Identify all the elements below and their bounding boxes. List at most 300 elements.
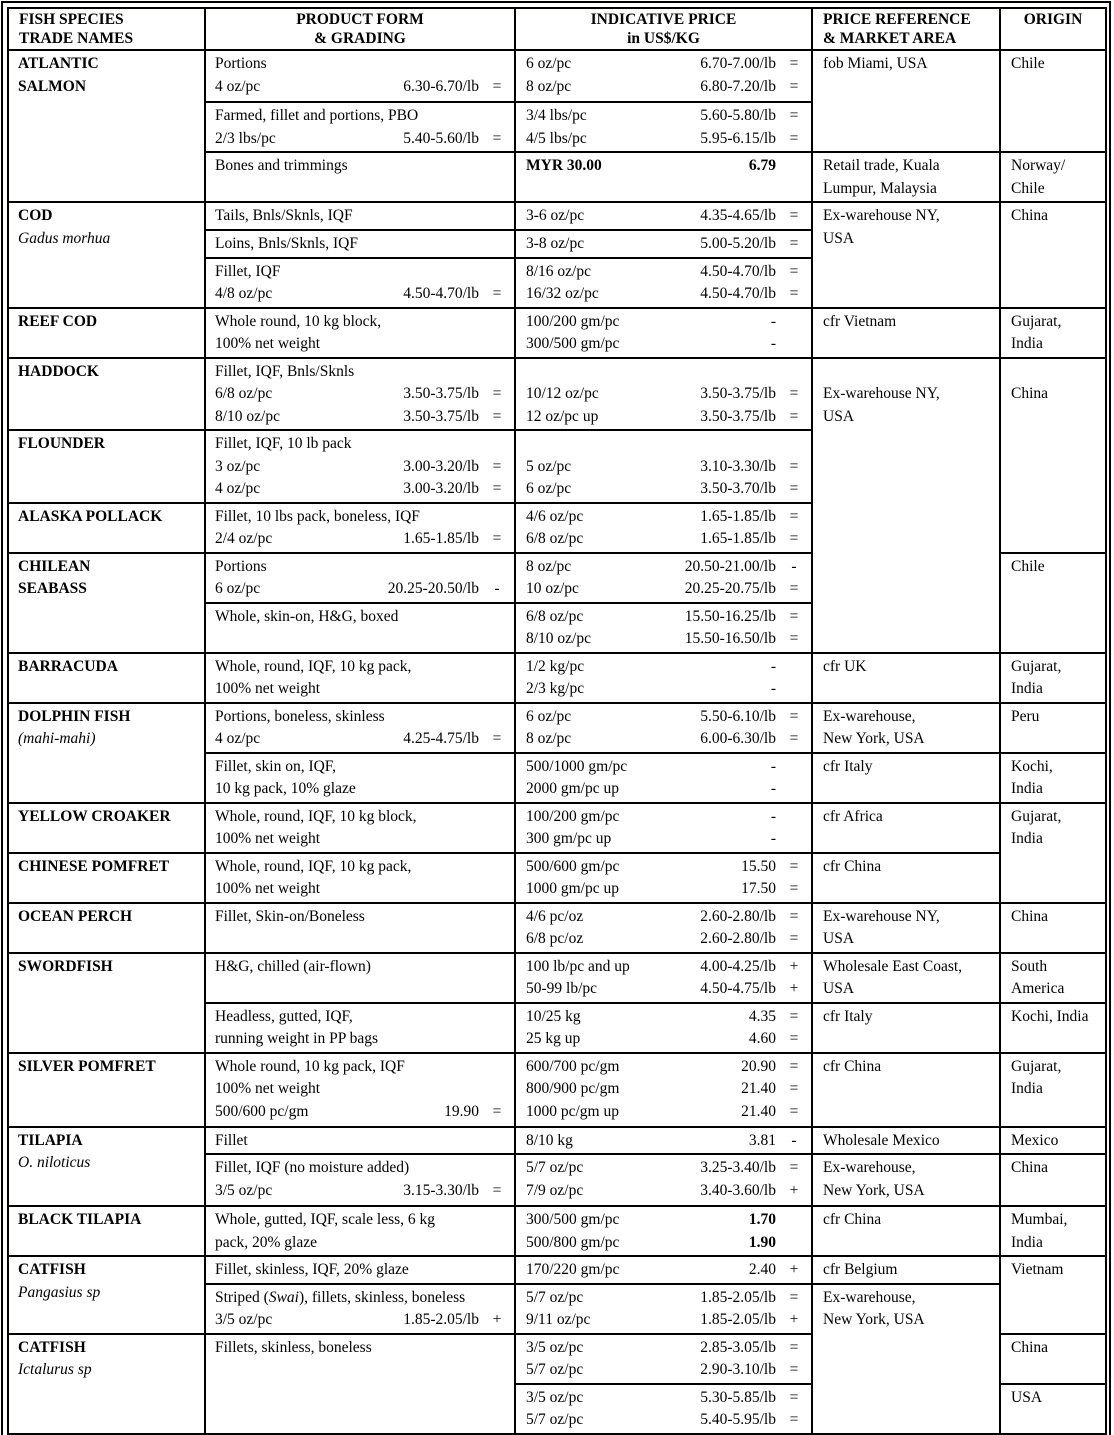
- cell-line: [526, 1359, 807, 1382]
- cell-line: Tails, Bnls/Sknls, IQF: [215, 207, 353, 224]
- cell-line: [215, 1287, 510, 1310]
- cell-line: Whole, gutted, IQF, scale less, 6 kg: [215, 1211, 436, 1228]
- cell-reef-cod-origin: [1000, 308, 1106, 358]
- cell-ocean-perch-product: [205, 903, 515, 953]
- trend-indicator: [781, 828, 807, 851]
- trend-indicator: =: [789, 480, 799, 497]
- cell-line: America: [1011, 980, 1065, 997]
- cell-swordfish-1-price: [515, 953, 812, 1003]
- page-frame: [1, 1, 1111, 1435]
- price-value: 5.00-5.20/lb: [700, 234, 776, 252]
- cell-line: Bones and trimmings: [215, 157, 348, 174]
- trend-indicator: =: [789, 1159, 799, 1176]
- size-label: 4/6 oz/pc: [526, 507, 584, 525]
- cell-line: [215, 528, 510, 551]
- cell-line: New York, USA: [823, 1181, 925, 1199]
- cell-swordfish-1-species: [8, 953, 205, 1053]
- cell-line: Mumbai,: [1011, 1211, 1068, 1228]
- size-label: 100 lb/pc and up: [526, 957, 630, 975]
- trend-indicator: =: [789, 1057, 799, 1075]
- trend-indicator: =: [789, 1080, 799, 1097]
- cell-line: Norway/: [1011, 157, 1066, 174]
- cell-line: CHINESE POMFRET: [18, 857, 170, 875]
- cell-line: [215, 283, 510, 306]
- cell-cod-1-origin: [1000, 202, 1106, 308]
- cell-line: cfr Italy: [823, 1007, 873, 1025]
- cell-line: FLOUNDER: [18, 435, 105, 452]
- cell-dolphin-fish-2-price: [515, 753, 812, 803]
- cell-cod-1-species: [8, 202, 205, 308]
- price-value: 3.00-3.20/lb: [403, 457, 479, 475]
- cell-tilapia-1-product: [205, 1127, 515, 1155]
- size-label: 3/5 oz/pc: [215, 1181, 273, 1199]
- cell-chinese-pomfret-ref: [812, 853, 1000, 903]
- cell-line: BARRACUDA: [18, 657, 118, 675]
- trend-indicator: [781, 311, 807, 334]
- trend-indicator: =: [789, 880, 799, 897]
- cell-line: 10 kg pack, 10% glaze: [215, 780, 356, 797]
- size-label: 3/4 lbs/pc: [526, 107, 587, 124]
- cell-flounder-product: [205, 430, 515, 503]
- cell-swordfish-2-origin: [1000, 1003, 1106, 1053]
- cell-line: [215, 383, 510, 406]
- cell-tilapia-1-origin: [1000, 1127, 1106, 1155]
- price-value: 15.50-16.50/lb: [684, 630, 776, 647]
- table-row-reef-cod: [8, 308, 1106, 358]
- cell-atlantic-salmon-3-ref: [812, 152, 1000, 202]
- cell-line: [526, 828, 807, 851]
- price-value: -: [770, 312, 776, 330]
- cell-line: Wholesale Mexico: [823, 1131, 940, 1149]
- cell-line: cfr China: [823, 857, 882, 875]
- cell-catfish-pangasius-2-product: [205, 1284, 515, 1334]
- cell-ocean-perch-origin: [1000, 903, 1106, 953]
- cell-dolphin-fish-1-product: [205, 703, 515, 753]
- cell-line: [215, 128, 510, 151]
- header-species: [8, 8, 205, 50]
- cell-line: New York, USA: [823, 1311, 925, 1328]
- cell-line: HADDOCK: [18, 362, 99, 380]
- cell-line: (mahi-mahi): [18, 730, 96, 747]
- cell-yellow-croaker-ref: [812, 803, 1000, 853]
- cell-catfish-ictalurus-1-product: [205, 1334, 515, 1434]
- cell-line: Retail trade, Kuala: [823, 157, 940, 174]
- header-price: [515, 8, 812, 50]
- trend-indicator: [781, 1209, 807, 1232]
- cell-line: cfr Africa: [823, 807, 883, 825]
- table-row-ocean-perch: [8, 903, 1106, 953]
- price-value: 1.90: [748, 1233, 776, 1251]
- cell-line: [526, 906, 807, 929]
- cell-line: Fillet, IQF, 10 lb pack: [215, 435, 352, 452]
- cell-catfish-pangasius-1-species: [8, 1256, 205, 1334]
- size-label: 8 oz/pc: [526, 77, 572, 95]
- size-label: 3-6 oz/pc: [526, 207, 585, 224]
- trend-indicator: [781, 155, 807, 178]
- size-label: 10/12 oz/pc: [526, 385, 599, 402]
- size-label: 8 oz/pc: [526, 730, 572, 747]
- cell-silver-pomfret-price: [515, 1053, 812, 1127]
- price-value: 4.25-4.75/lb: [403, 730, 479, 747]
- cell-line: [215, 1180, 510, 1203]
- header-line: PRODUCT FORM: [296, 11, 424, 28]
- cell-cod-2-price: [515, 230, 812, 258]
- size-label: 6 oz/pc: [526, 55, 572, 72]
- header-line: PRICE REFERENCE: [823, 11, 971, 28]
- cell-silver-pomfret-ref: [812, 1053, 1000, 1127]
- price-value: 3.10-3.30/lb: [700, 457, 776, 475]
- cell-line: OCEAN PERCH: [18, 907, 133, 925]
- trend-indicator: -: [791, 1131, 797, 1149]
- cell-line: Ex-warehouse NY,: [823, 207, 940, 224]
- cell-line: [526, 233, 807, 256]
- cell-line: Ex-warehouse NY,: [823, 385, 940, 402]
- cell-atlantic-salmon-1-product: [205, 50, 515, 102]
- text-segment: ), fillets, skinless, boneless: [298, 1288, 466, 1306]
- trend-indicator: [781, 806, 807, 829]
- cell-line: [215, 578, 510, 601]
- price-value: 3.50-3.75/lb: [700, 407, 776, 425]
- size-label: 3 oz/pc: [215, 457, 261, 475]
- cell-yellow-croaker-price: [515, 803, 812, 853]
- price-value: 20.90: [741, 1057, 776, 1075]
- size-label: 2/4 oz/pc: [215, 530, 273, 547]
- cell-line: [215, 728, 510, 751]
- cell-line: Fillet, skin on, IQF,: [215, 757, 337, 775]
- price-value: 3.50-3.70/lb: [700, 480, 776, 497]
- price-value: 5.60-5.80/lb: [700, 107, 776, 124]
- cell-line: New York, USA: [823, 730, 925, 747]
- size-label: 4 oz/pc: [215, 77, 261, 95]
- size-label: 7/9 oz/pc: [526, 1181, 584, 1199]
- cell-yellow-croaker-species: [8, 803, 205, 853]
- price-value: 6.30-6.70/lb: [403, 77, 479, 95]
- cell-line: 100% net weight: [215, 680, 321, 697]
- cell-atlantic-salmon-1-origin: [1000, 50, 1106, 152]
- cell-line: Fillet: [215, 1131, 248, 1149]
- cell-line: Gujarat,: [1011, 807, 1062, 825]
- trend-indicator: =: [789, 129, 799, 147]
- price-value: 4.50-4.75/lb: [700, 980, 776, 997]
- cell-line: China: [1011, 1338, 1049, 1356]
- size-label: 500/600 pc/gm: [215, 1102, 309, 1120]
- cell-line: [215, 478, 510, 501]
- cell-line: SEABASS: [18, 580, 87, 597]
- trend-indicator: =: [492, 1181, 502, 1199]
- cell-line: [526, 506, 807, 529]
- price-value: 2.60-2.80/lb: [700, 930, 776, 947]
- cell-line: ALASKA POLLACK: [18, 507, 163, 525]
- size-label: 6/8 pc/oz: [526, 930, 584, 947]
- trend-indicator: =: [789, 930, 799, 947]
- cell-cod-1-product: [205, 202, 515, 230]
- table-row-catfish-pangasius-1: [8, 1256, 1106, 1284]
- price-value: 5.95-6.15/lb: [700, 129, 776, 147]
- cell-line: pack, 20% glaze: [215, 1233, 317, 1251]
- cell-dolphin-fish-1-species: [8, 703, 205, 803]
- cell-line: SILVER POMFRET: [18, 1057, 156, 1075]
- table-row-cod-1: [8, 202, 1106, 230]
- size-label: 6/8 oz/pc: [526, 530, 584, 547]
- price-value: 1.70: [748, 1211, 776, 1228]
- trend-indicator: =: [789, 857, 799, 875]
- cell-line: [526, 128, 807, 151]
- cell-ocean-perch-price: [515, 903, 812, 953]
- size-label: 12 oz/pc up: [526, 407, 599, 425]
- cell-line: China: [1011, 907, 1049, 925]
- trend-indicator: [781, 656, 807, 679]
- trend-indicator: =: [789, 1411, 799, 1428]
- price-value: 4.50-4.70/lb: [403, 285, 479, 302]
- size-label: 25 kg up: [526, 1030, 581, 1047]
- size-label: 1000 pc/gm up: [526, 1102, 619, 1120]
- header-origin: [1000, 8, 1106, 50]
- trend-indicator: [781, 333, 807, 356]
- cell-line: 100% net weight: [215, 335, 321, 352]
- cell-haddock-species: [8, 358, 205, 431]
- cell-atlantic-salmon-3-origin: [1000, 152, 1106, 202]
- price-value: 19.90: [444, 1102, 479, 1120]
- cell-line: Fillet, Skin-on/Boneless: [215, 907, 365, 925]
- cell-ocean-perch-species: [8, 903, 205, 953]
- header-row: [8, 8, 1106, 50]
- price-value: 1.85-2.05/lb: [403, 1311, 479, 1328]
- cell-line: [526, 1232, 807, 1255]
- trend-indicator: =: [789, 1030, 799, 1047]
- trend-indicator: =: [789, 630, 799, 647]
- cell-line: Gujarat,: [1011, 1057, 1062, 1075]
- cell-black-tilapia-origin: [1000, 1206, 1106, 1256]
- cell-line: Whole round, 10 kg block,: [215, 312, 382, 330]
- size-label: 9/11 oz/pc: [526, 1311, 591, 1328]
- size-label: 6/8 oz/pc: [215, 385, 273, 402]
- trend-indicator: [781, 678, 807, 701]
- cell-line: DOLPHIN FISH: [18, 707, 131, 725]
- price-value: 3.81: [748, 1131, 776, 1149]
- table-row-chinese-pomfret: [8, 853, 1106, 903]
- cell-line: cfr UK: [823, 657, 867, 675]
- cell-line: [526, 856, 807, 879]
- cell-line: cfr Italy: [823, 757, 873, 775]
- cell-line: [526, 1130, 807, 1153]
- cell-line: cfr Belgium: [823, 1261, 898, 1278]
- cell-line: Ex-warehouse NY,: [823, 907, 940, 925]
- cell-black-tilapia-product: [205, 1206, 515, 1256]
- price-value: 6.70-7.00/lb: [700, 55, 776, 72]
- price-value: 4.50-4.70/lb: [700, 285, 776, 302]
- cell-line: [526, 778, 807, 801]
- cell-line: [823, 361, 995, 384]
- cell-line: BLACK TILAPIA: [18, 1211, 142, 1228]
- price-value: 4.50-4.70/lb: [700, 262, 776, 280]
- size-label: 5/7 oz/pc: [526, 1361, 584, 1378]
- cell-silver-pomfret-species: [8, 1053, 205, 1127]
- cell-line: USA: [823, 930, 855, 947]
- cell-line: Fillet, skinless, IQF, 20% glaze: [215, 1261, 409, 1278]
- cell-line: ATLANTIC: [18, 55, 99, 72]
- cell-barracuda-origin: [1000, 653, 1106, 703]
- size-label: 8/10 oz/pc: [215, 407, 280, 425]
- price-value: 2.90-3.10/lb: [700, 1361, 776, 1378]
- cell-line: CATFISH: [18, 1338, 86, 1356]
- cell-swordfish-1-origin: [1000, 953, 1106, 1003]
- trend-indicator: =: [789, 1361, 799, 1378]
- cell-line: [526, 333, 807, 356]
- cell-haddock-origin: [1000, 358, 1106, 553]
- table-row-tilapia-1: [8, 1127, 1106, 1155]
- cell-line: USA: [823, 407, 855, 425]
- trend-indicator: =: [789, 1338, 799, 1356]
- cell-tilapia-1-price: [515, 1127, 812, 1155]
- cell-reef-cod-ref: [812, 308, 1000, 358]
- cell-catfish-pangasius-1-ref: [812, 1256, 1000, 1284]
- cell-line: Wholesale East Coast,: [823, 957, 963, 975]
- cell-line: India: [1011, 680, 1043, 697]
- cell-catfish-pangasius-1-product: [205, 1256, 515, 1284]
- cell-cod-2-product: [205, 230, 515, 258]
- price-value: 1.85-2.05/lb: [700, 1288, 776, 1306]
- cell-line: USA: [823, 229, 855, 247]
- cell-atlantic-salmon-1-species: [8, 50, 205, 202]
- cell-tilapia-2-ref: [812, 1154, 1000, 1206]
- cell-catfish-ictalurus-1-price: [515, 1334, 812, 1384]
- table-row-black-tilapia: [8, 1206, 1106, 1256]
- trend-indicator: =: [789, 262, 799, 280]
- price-value: -: [770, 657, 776, 675]
- cell-line: [526, 1337, 807, 1360]
- cell-catfish-ictalurus-2-price: [515, 1384, 812, 1434]
- size-label: 16/32 oz/pc: [526, 285, 599, 302]
- price-value: -: [770, 780, 776, 797]
- price-value: 4.60: [748, 1030, 776, 1047]
- cell-line: [526, 806, 807, 829]
- trend-indicator: =: [789, 385, 799, 402]
- cell-tilapia-2-origin: [1000, 1154, 1106, 1206]
- price-value: -: [770, 830, 776, 847]
- size-label: 5/7 oz/pc: [526, 1159, 584, 1176]
- cell-catfish-pangasius-1-origin: [1000, 1256, 1106, 1334]
- cell-line: Chile: [1011, 557, 1045, 575]
- cell-line: [526, 383, 807, 406]
- cell-barracuda-price: [515, 653, 812, 703]
- cell-line: Ictalurus sp: [18, 1361, 92, 1378]
- cell-chilean-seabass-1-species: [8, 553, 205, 653]
- cell-alaska-pollack-species: [8, 503, 205, 553]
- cell-line: [526, 628, 807, 651]
- cell-line: India: [1011, 780, 1043, 797]
- price-value: 1.65-1.85/lb: [700, 507, 776, 525]
- price-value: 4.35-4.65/lb: [700, 207, 776, 224]
- trend-indicator: =: [492, 1102, 502, 1120]
- cell-line: [526, 205, 807, 228]
- price-value: 6.00-6.30/lb: [700, 730, 776, 747]
- size-label: 8/16 oz/pc: [526, 262, 591, 280]
- cell-black-tilapia-price: [515, 1206, 812, 1256]
- cell-catfish-pangasius-2-price: [515, 1284, 812, 1334]
- size-label: MYR 30.00: [526, 157, 602, 174]
- cell-line: India: [1011, 830, 1043, 847]
- cell-line: [526, 878, 807, 901]
- trend-indicator: =: [789, 457, 799, 475]
- cell-line: [526, 406, 807, 429]
- price-value: 17.50: [741, 880, 776, 897]
- cell-line: CHILEAN: [18, 557, 91, 575]
- price-value: 3.40-3.60/lb: [700, 1181, 776, 1199]
- cell-black-tilapia-species: [8, 1206, 205, 1256]
- price-value: 1.65-1.85/lb: [700, 530, 776, 547]
- trend-indicator: =: [789, 234, 799, 252]
- trend-indicator: =: [789, 1007, 799, 1025]
- cell-line: Whole, round, IQF, 10 kg pack,: [215, 657, 412, 675]
- trend-indicator: =: [789, 285, 799, 302]
- cell-dolphin-fish-2-ref: [812, 753, 1000, 803]
- cell-line: Portions, boneless, skinless: [215, 707, 385, 725]
- cell-silver-pomfret-product: [205, 1053, 515, 1127]
- price-value: 5.40-5.95/lb: [700, 1411, 776, 1428]
- trend-indicator: =: [789, 1388, 799, 1406]
- cell-line: [526, 105, 807, 128]
- cell-dolphin-fish-2-product: [205, 753, 515, 803]
- cell-line: [526, 478, 807, 501]
- cell-tilapia-1-species: [8, 1127, 205, 1207]
- size-label: 10/25 kg: [526, 1007, 581, 1025]
- cell-yellow-croaker-product: [205, 803, 515, 853]
- size-label: 8/10 oz/pc: [526, 630, 591, 647]
- cell-line: [526, 606, 807, 629]
- cell-line: O. niloticus: [18, 1154, 91, 1171]
- header-line: TRADE NAMES: [19, 30, 134, 47]
- cell-swordfish-2-product: [205, 1003, 515, 1053]
- cell-line: [526, 53, 807, 76]
- cell-alaska-pollack-product: [205, 503, 515, 553]
- trend-indicator: -: [791, 557, 797, 575]
- fish-price-table: [7, 7, 1107, 1435]
- trend-indicator: =: [492, 530, 502, 547]
- cell-line: India: [1011, 335, 1043, 352]
- size-label: 8 oz/pc: [526, 557, 572, 575]
- trend-indicator: =: [789, 730, 799, 747]
- header-line: & GRADING: [314, 30, 406, 47]
- cell-catfish-pangasius-2-ref: [812, 1284, 1000, 1434]
- cell-line: [215, 406, 510, 429]
- price-value: 5.50-6.10/lb: [700, 707, 776, 725]
- cell-atlantic-salmon-1-price: [515, 50, 812, 102]
- cell-flounder-species: [8, 430, 205, 503]
- size-label: 600/700 pc/gm: [526, 1057, 620, 1075]
- cell-line: Loins, Bnls/Sknls, IQF: [215, 234, 358, 252]
- cell-line: Pangasius sp: [18, 1283, 101, 1301]
- price-value: 3.15-3.30/lb: [403, 1181, 479, 1199]
- table-row-haddock: [8, 358, 1106, 431]
- trend-indicator: =: [789, 1288, 799, 1306]
- cell-line: USA: [823, 980, 855, 997]
- price-value: 3.50-3.75/lb: [403, 385, 479, 402]
- cell-line: [526, 678, 807, 701]
- cell-line: Fillet, IQF, Bnls/Sknls: [215, 362, 355, 380]
- cell-reef-cod-price: [515, 308, 812, 358]
- cell-line: Ex-warehouse,: [823, 1288, 916, 1306]
- table-row-dolphin-fish-1: [8, 703, 1106, 753]
- price-value: 1.85-2.05/lb: [700, 1311, 776, 1328]
- cell-line: USA: [1011, 1388, 1043, 1406]
- cell-line: [526, 556, 807, 579]
- cell-line: 100% net weight: [215, 830, 321, 847]
- cell-line: Whole round, 10 kg pack, IQF: [215, 1057, 405, 1075]
- size-label: 6/8 oz/pc: [526, 607, 584, 625]
- cell-line: SWORDFISH: [18, 957, 113, 975]
- text-segment: Swai: [268, 1288, 299, 1306]
- trend-indicator: =: [789, 1102, 799, 1120]
